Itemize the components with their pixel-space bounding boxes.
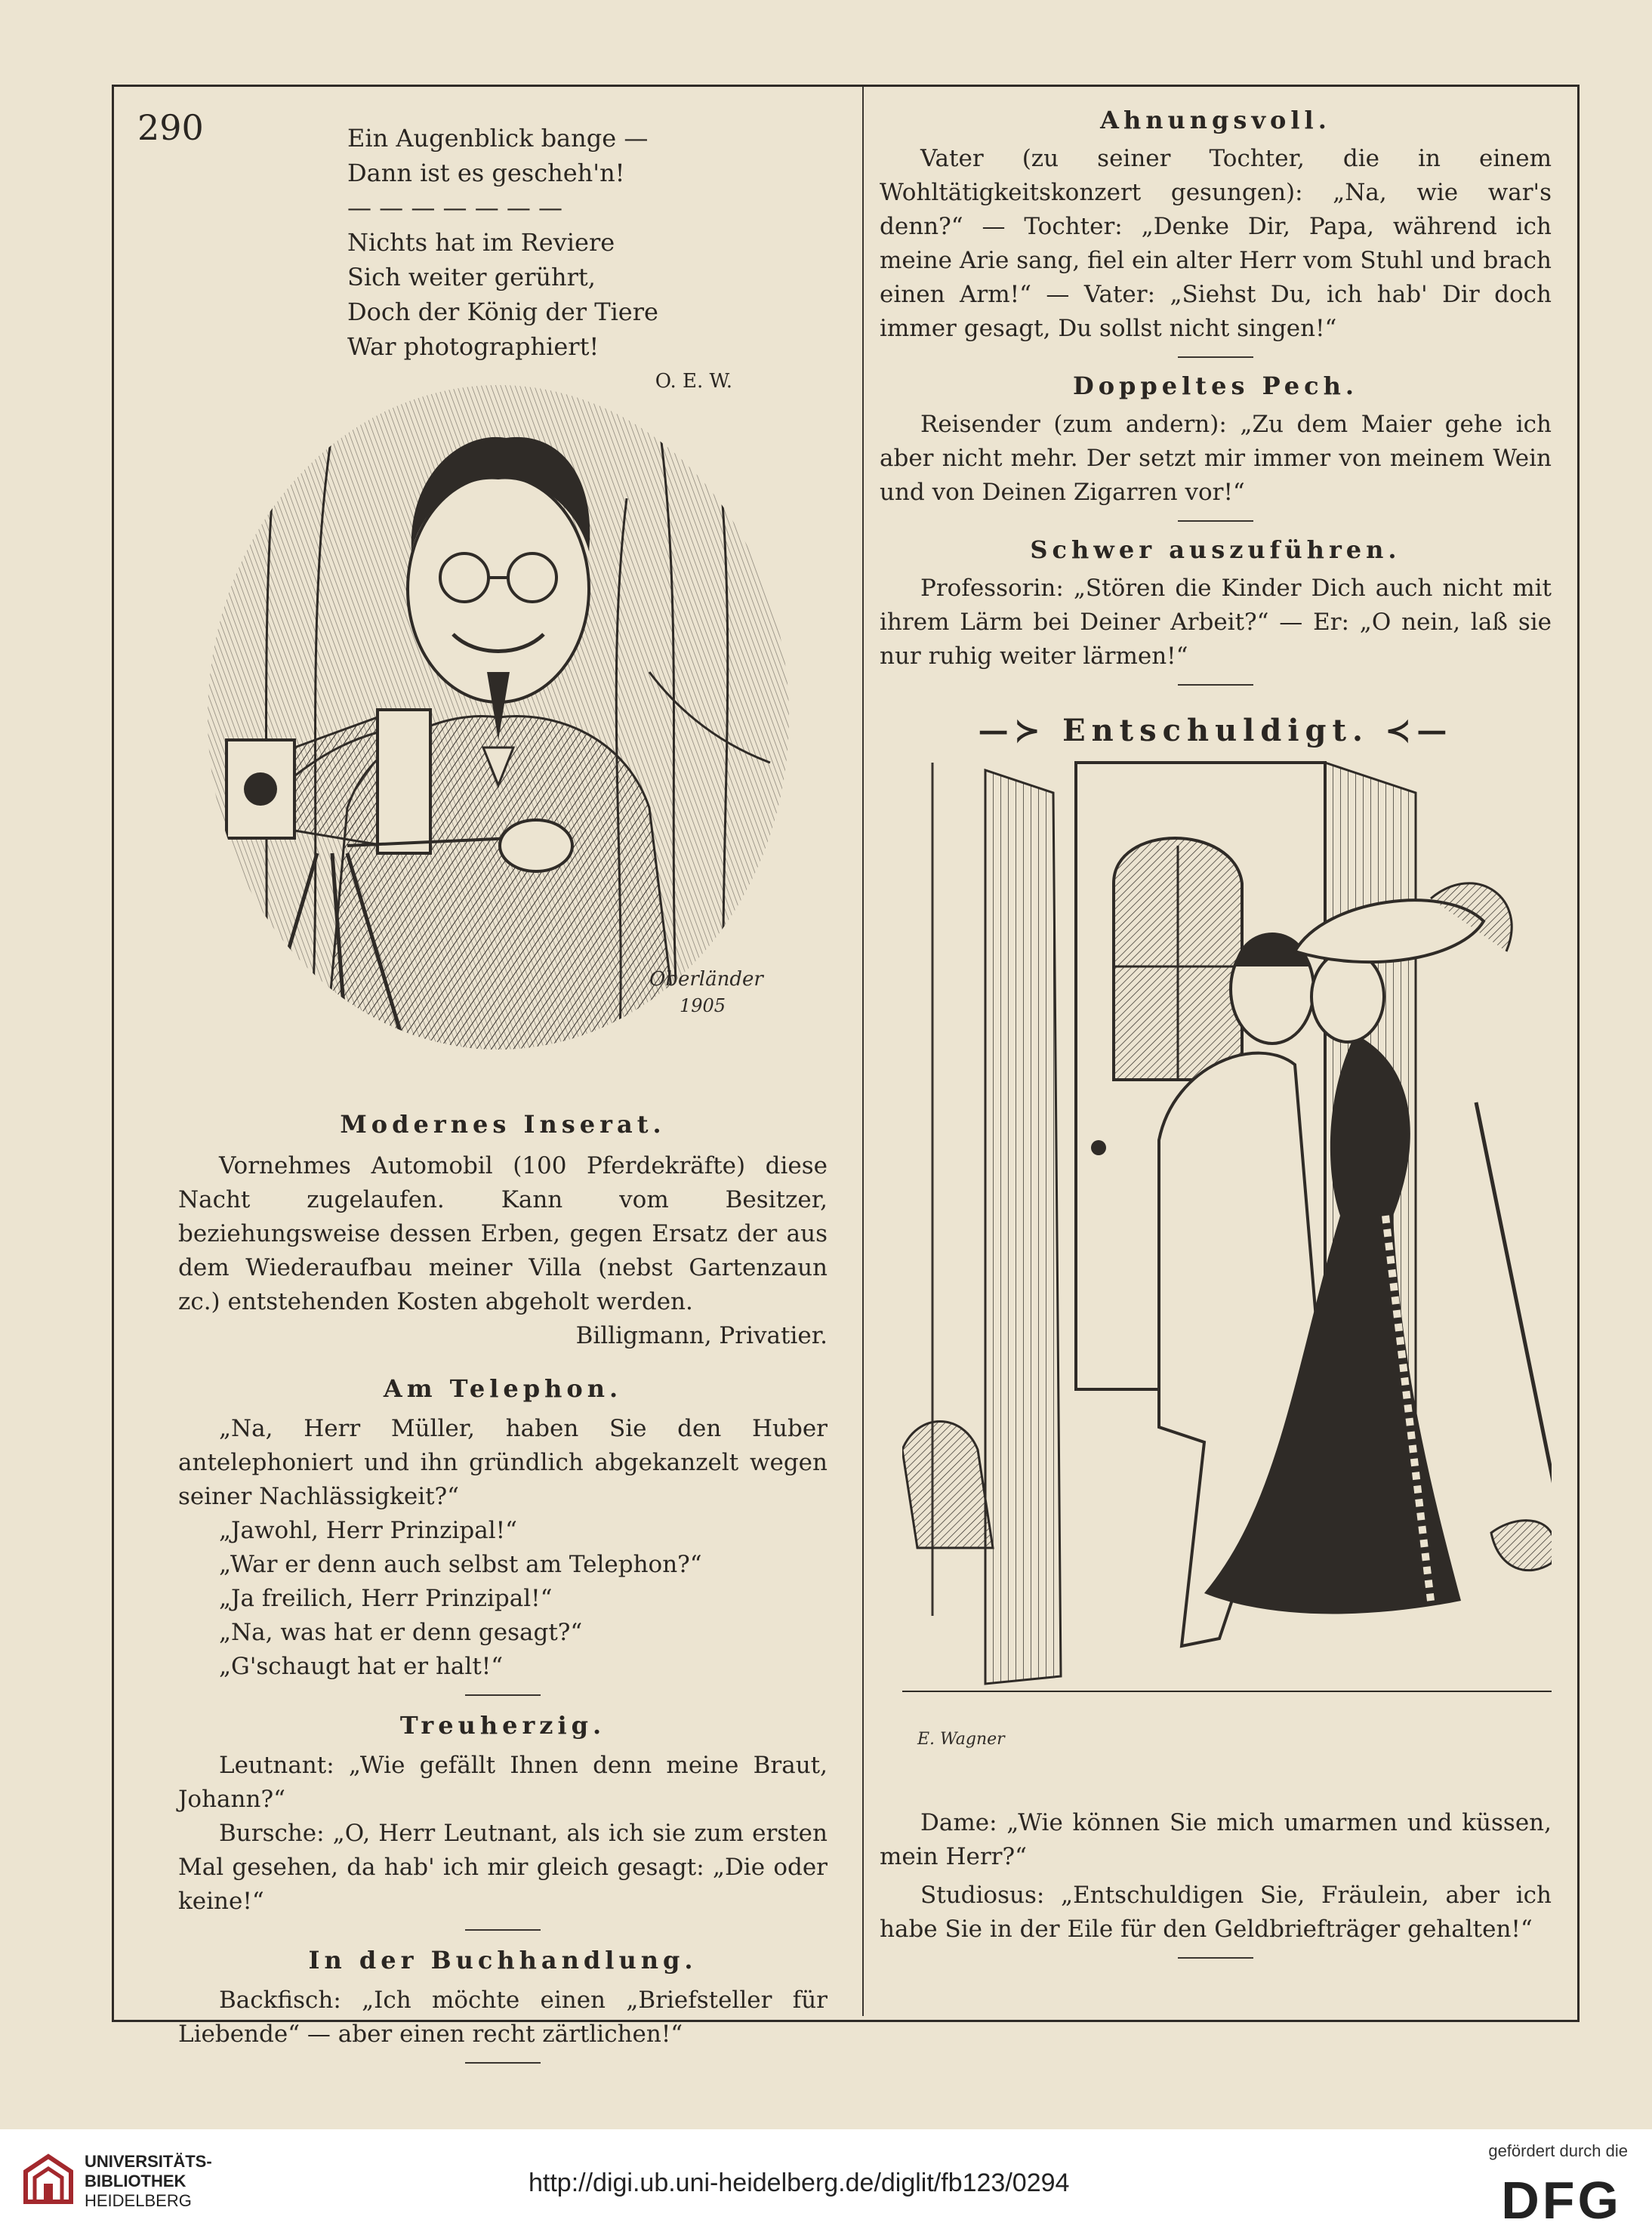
illustration-year: 1905 [680,995,726,1016]
section-rule [1178,520,1253,522]
dfg-logo[interactable]: DFG [1501,2171,1622,2230]
section-rule [465,2062,541,2064]
section-rule [465,1694,541,1696]
library-line: HEIDELBERG [85,2191,192,2210]
library-name[interactable] [85,2152,212,2211]
flourish-right-icon: ≺— [1368,713,1453,748]
cartoon-title [880,713,1552,748]
section-title: Modernes Inserat. [340,1110,666,1139]
section-title: Schwer auszuführen. [1030,535,1401,564]
section-rule [465,1929,541,1931]
flourish-left-icon: —≻ [978,713,1063,748]
cartoon-caption [880,1806,1552,1969]
treuherzig-line: Bursche: „O, Herr Leutnant, als ich sie zum ersten Mal gesehen, da hab' ich mir gleich gesagt: „Die oder keine!“ [178,1820,828,1915]
treuherzig-line: Leutnant: „Wie gefällt Ihnen denn meine Braut, Johann?“ [178,1752,828,1813]
buchhandlung-text: Backfisch: „Ich möchte einen „Briefsteller für Liebende“ — aber einen recht zärtlichen!“ [178,1987,828,2048]
poem-line: Ein Augenblick bange — [347,124,649,153]
photographer-illustration [196,385,800,1057]
telephon-line: „Jawohl, Herr Prinzipal!“ [219,1517,517,1544]
right-column-text [880,106,1552,748]
page-number: 290 [137,107,204,148]
illustration-artist: Oberländer [649,968,763,991]
telephon-line: „Na, was hat er denn gesagt?“ [219,1619,583,1646]
poem-line: Nichts hat im Reviere [347,228,615,257]
poem-signature: O. E. W. [655,370,732,393]
poem [347,121,732,399]
poem-line: — — — — — — — [347,193,563,222]
left-column-text [178,1110,828,2074]
moderne-signature: Billigmann, Privatier. [575,1322,828,1349]
telephon-line: „G'schaugt hat er halt!“ [219,1653,504,1680]
library-line: BIBLIOTHEK [85,2172,186,2190]
couple-doorway-illustration [902,748,1552,1790]
library-line: UNIVERSITÄTS- [85,2152,212,2171]
cartoon-artist: E. Wagner [917,1730,1005,1749]
poem-line: War photographiert! [347,332,599,361]
section-rule [1178,684,1253,686]
viewer-footer [0,2129,1652,2235]
schwer-text: Professorin: „Stören die Kinder Dich auch nicht mit ihrem Lärm bei Deiner Arbeit?“ — Er: „O nein, laß sie nur ruhig weiter lärmen!“ [880,575,1552,670]
poem-line: Dann ist es gescheh'n! [347,159,625,187]
ahnungsvoll-text: Vater (zu seiner Tochter, die in einem Wohltätigkeitskonzert gesungen): „Na, wie war's denn?“ — Tochter: „Denke Dir, Papa, während ich meine Arie sang, fiel ein alter Herr vom Stuhl und brach einen Arm!“ — Vater: „Siehst Du, ich hab' Dir doch immer gesagt, Du sollst nicht singen!“ [880,145,1552,342]
poem-line: Sich weiter gerührt, [347,263,596,291]
cartoon-title-text: Entschuldigt. [1062,713,1369,748]
section-title: In der Buchhandlung. [308,1946,698,1975]
doppeltes-text: Reisender (zum andern): „Zu dem Maier gehe ich aber nicht mehr. Der setzt mir immer von meinem Wein und von Deinen Zigarren vor!“ [880,411,1552,506]
section-rule [1178,1957,1253,1959]
telephon-line: „Ja freilich, Herr Prinzipal!“ [219,1585,553,1612]
caption-line: Dame: „Wie können Sie mich umarmen und küssen, mein Herr?“ [880,1809,1552,1870]
column-divider [862,87,864,2016]
section-title: Treuherzig. [399,1711,606,1740]
section-title: Ahnungsvoll. [1100,106,1331,134]
poem-line: Doch der König der Tiere [347,297,658,326]
document-url-link[interactable]: http://digi.ub.uni-heidelberg.de/diglit/fb123/0294 [529,2169,1070,2197]
section-title: Doppeltes Pech. [1072,371,1359,400]
moderne-text: Vornehmes Automobil (100 Pferdekräfte) diese Nacht zugelaufen. Kann vom Besitzer, beziehungsweise dessen Erben, gegen Ersatz der aus dem Wiederaufbau meiner Villa (nebst Gartenzaun zc.) entstehenden Kosten abgeholt werden. [178,1152,828,1315]
section-rule [1178,356,1253,358]
funding-note: gefördert durch die [1488,2141,1628,2160]
telephon-line: „War er denn auch selbst am Telephon?“ [219,1551,702,1578]
caption-line: Studiosus: „Entschuldigen Sie, Fräulein, aber ich habe Sie in der Eile für den Geldbriefträger gehalten!“ [880,1882,1552,1943]
section-title: Am Telephon. [383,1374,623,1403]
telephon-line: „Na, Herr Müller, haben Sie den Huber antelephoniert und ihn gründlich abgekanzelt wegen seiner Nachlässigkeit?“ [178,1415,828,1510]
university-library-logo-icon[interactable] [18,2149,79,2209]
